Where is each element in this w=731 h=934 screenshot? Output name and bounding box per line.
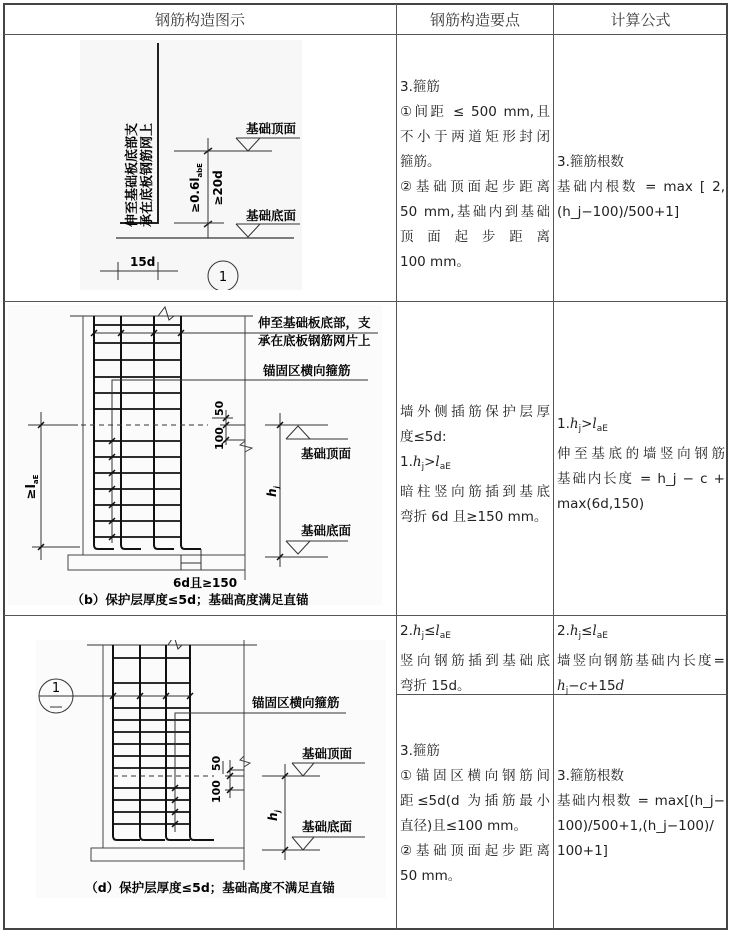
header-formula: 计算公式 [610, 10, 671, 29]
dim-right-label: ≥20d [211, 170, 225, 206]
vertical-note-1: 伸至基础板底部支 [125, 122, 140, 228]
row3a-points [400, 619, 550, 699]
bottom-label: 基础底面 [302, 819, 353, 834]
header-points: 钢筋构造要点 [429, 10, 520, 29]
header-divider [4, 34, 727, 35]
col-divider-1 [396, 4, 397, 929]
text-line: $2.h_j\le l_{aE}$ [557, 623, 608, 641]
row-divider-1 [4, 301, 727, 302]
row3a-formula [557, 619, 725, 704]
text-line: 3.箍筋 [400, 79, 440, 95]
text-line: $1.h_j>l_{aE}$ [557, 416, 608, 434]
text-line: 100)/500+1,(h_j−100)/ [557, 818, 714, 834]
text-line: 墙外侧插筋保护层厚 [400, 404, 550, 420]
text-line: 不小于两道矩形封闭 [400, 129, 550, 145]
note-line-1: 伸至基础板底部，支 [258, 315, 371, 330]
diagram-row2 [8, 305, 393, 610]
text-line: 50 mm,基础内到基础 [400, 204, 550, 220]
vertical-note-2: 承在底板钢筋网上 [140, 122, 155, 228]
text-line: ②基础顶面起步距离 [400, 179, 550, 195]
text-line: 直径)且≤100 mm。 [400, 818, 527, 834]
header-diagram: 钢筋构造图示 [154, 10, 245, 29]
row-divider-2 [4, 615, 727, 616]
detail-mark: 1 [218, 270, 228, 285]
text-line: 箍筋。 [400, 154, 441, 170]
row2-formula [557, 412, 725, 517]
text-line: ①间距 ≤ 500 mm,且 [400, 104, 550, 120]
text-line: 度≤5d: [400, 429, 447, 445]
text-line: 弯折 15d。 [400, 678, 471, 694]
bottom-label: 基础底面 [246, 208, 297, 223]
row1-formula [557, 150, 725, 225]
top-label: 基础顶面 [302, 746, 353, 761]
text-line: 基础内根数 = max[(h_j− [557, 793, 725, 809]
hj-label: $h_j$ [266, 810, 282, 821]
text-line: 3.箍筋根数 [557, 154, 624, 170]
dim-50: 50 [213, 400, 226, 416]
text-line: 50 mm。 [400, 868, 462, 884]
text-line: 竖向钢筋插到基础底 [400, 653, 550, 669]
text-line: 暗柱竖向筋插到基底 [400, 484, 550, 500]
text-line: ②基础顶面起步距离 [400, 843, 550, 859]
caption: （b）保护层厚度≤5d；基础高度满足直锚 [71, 592, 309, 607]
text-line: 墙竖向钢筋基础内长度= [557, 653, 725, 669]
bend-dim-label: 15d [130, 255, 156, 269]
row3b-formula [557, 764, 725, 864]
diagram-background [80, 40, 302, 290]
text-line: 距≤5d(d 为插筋最小 [400, 793, 550, 809]
text-line: max(6d,150) [557, 496, 645, 512]
text-line: 3.箍筋 [400, 743, 440, 759]
note-line-2: 承在底板钢筋网片上 [258, 333, 371, 348]
hj-label: $h_j$ [265, 486, 281, 497]
dim-100: 100 [210, 780, 223, 803]
laE-dim-label: $\ge l_{aE}$ [24, 474, 40, 500]
text-line: 3.箍筋根数 [557, 768, 624, 784]
col-divider-2 [553, 4, 554, 929]
text-line: $1.h_j>l_{aE}$ [400, 454, 451, 472]
text-line: ①锚固区横向钢筋间 [400, 768, 550, 784]
top-label: 基础顶面 [246, 121, 297, 136]
stirrup-label: 锚固区横向箍筋 [263, 363, 351, 378]
stirrup-label: 锚固区横向箍筋 [252, 695, 340, 710]
text-line: 基础内根数 = max [ 2, [557, 179, 725, 195]
caption: （d）保护层厚度≤5d；基础高度不满足直锚 [85, 880, 335, 895]
top-label: 基础顶面 [301, 446, 352, 461]
dim-left-label: $\ge 0.6l_{abE}$ [188, 163, 204, 213]
dim-50: 50 [210, 755, 223, 771]
text-line: $h_j-c+15d$ [557, 678, 625, 696]
text-line: 顶 面 起 步 距 离 [400, 229, 550, 245]
bend-dim-label: 6d且≥150 [173, 576, 238, 590]
detail-mark: 1 [51, 681, 61, 696]
row1-points [400, 75, 550, 275]
row2-points [400, 400, 550, 530]
text-line: 弯折 6d 且≥150 mm。 [400, 509, 548, 525]
text-line: 100 mm。 [400, 254, 470, 270]
diagram-row1 [80, 40, 320, 290]
bottom-label: 基础底面 [301, 523, 352, 538]
diagram-row3 [30, 640, 390, 900]
text-line: 基础内长度 = h_j − c + [557, 471, 725, 487]
text-line: 伸至基底的墙竖向钢筋 [557, 446, 725, 462]
text-line: (h_j−100)/500+1] [557, 204, 680, 220]
row3b-points [400, 739, 550, 889]
text-line: 100+1] [557, 843, 608, 859]
text-line: $2.h_j\le l_{aE}$ [400, 623, 451, 641]
dim-100: 100 [213, 427, 226, 450]
